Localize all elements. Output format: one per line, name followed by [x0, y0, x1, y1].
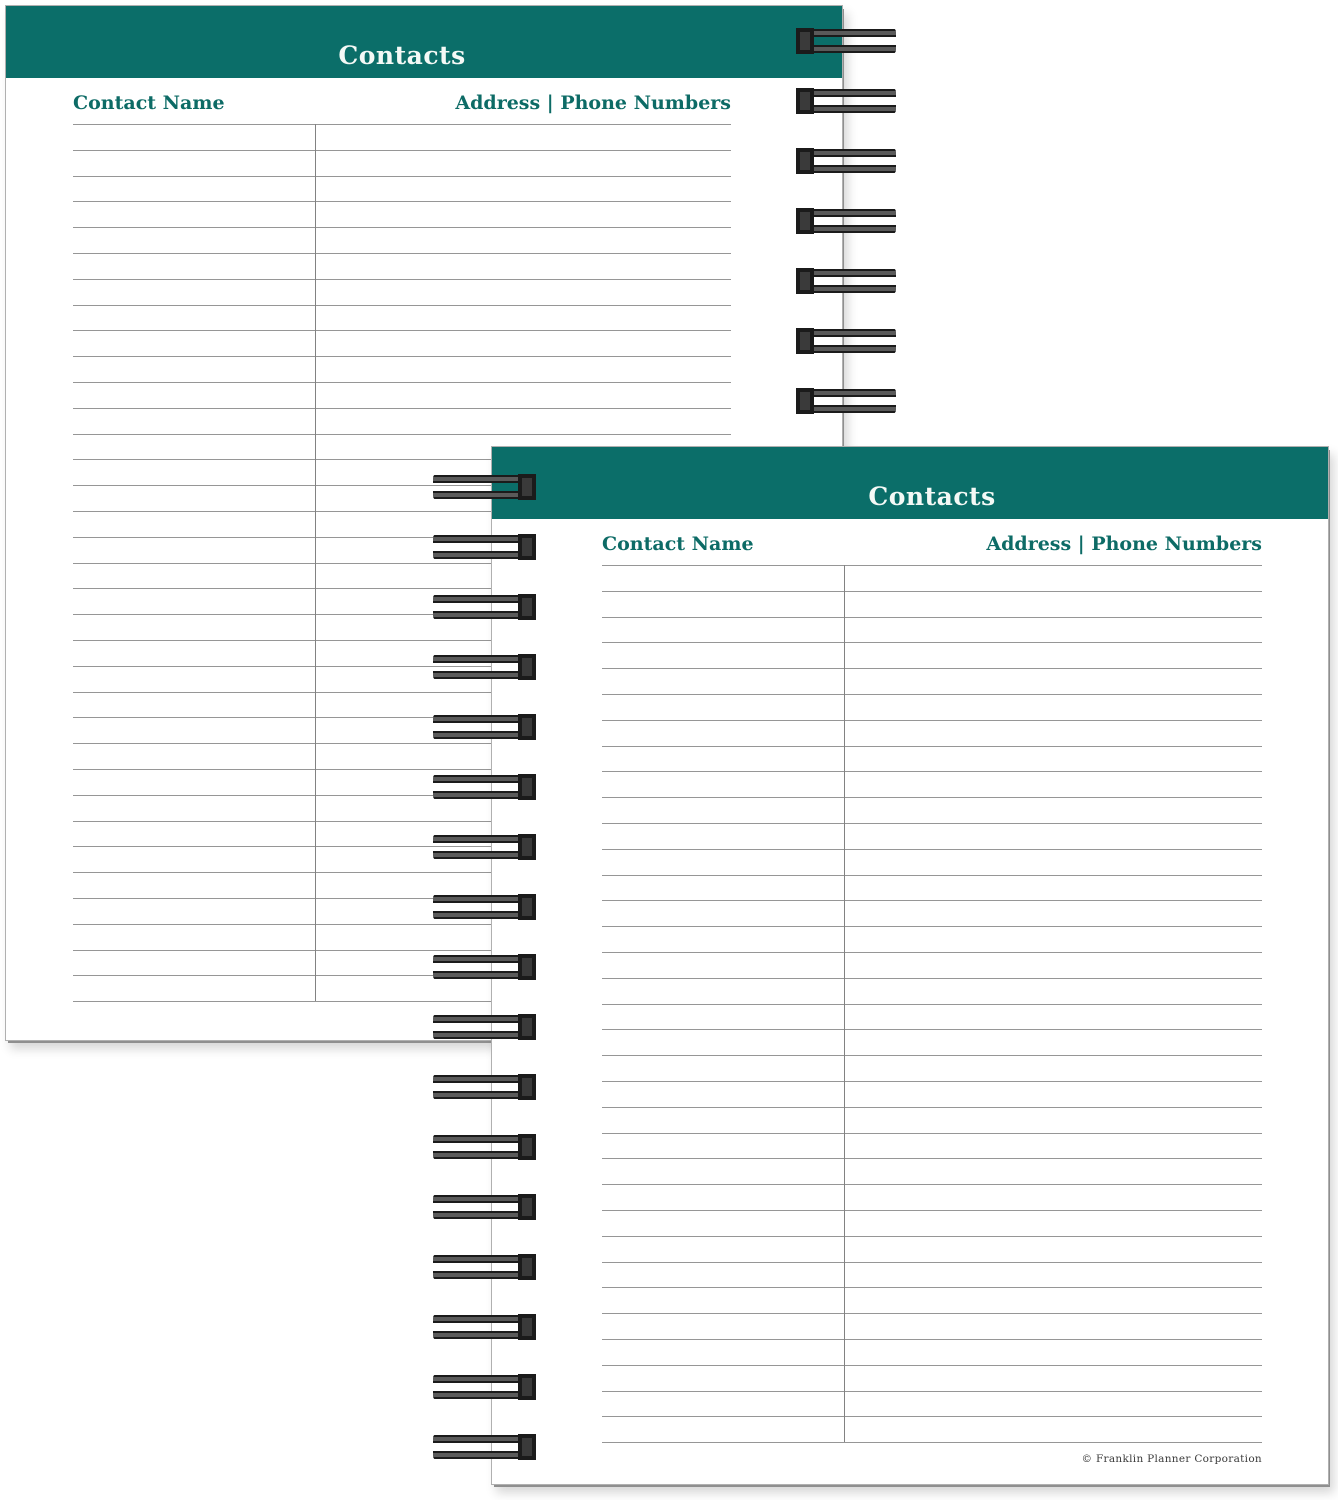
binding-coil: [433, 954, 536, 980]
front-page-column-divider: [844, 565, 845, 1442]
binding-coil: [433, 534, 536, 560]
binding-coil: [796, 268, 896, 294]
binding-coil: [433, 714, 536, 740]
binding-coil: [433, 594, 536, 620]
rule-line: [602, 1262, 1262, 1263]
binding-coil: [796, 88, 896, 114]
binding-coil: [433, 834, 536, 860]
rule-line: [73, 176, 731, 177]
rule-line: [73, 227, 731, 228]
rule-line: [602, 1442, 1262, 1443]
front-column-header-address-phone: Address | Phone Numbers: [986, 533, 1262, 555]
rule-line: [602, 926, 1262, 927]
rule-line: [602, 900, 1262, 901]
binding-coil: [796, 148, 896, 174]
rule-line: [602, 1365, 1262, 1366]
rule-line: [602, 1081, 1262, 1082]
rule-line: [73, 305, 731, 306]
rule-line: [73, 382, 731, 383]
binding-coil: [433, 1314, 536, 1340]
rule-line: [602, 875, 1262, 876]
rule-line: [602, 1029, 1262, 1030]
back-column-header-address-phone: Address | Phone Numbers: [455, 92, 731, 114]
rule-line: [602, 1107, 1262, 1108]
binding-coil: [796, 328, 896, 354]
rule-line: [602, 1158, 1262, 1159]
rule-line: [602, 797, 1262, 798]
rule-line: [602, 720, 1262, 721]
front-contacts-page: [491, 446, 1329, 1485]
front-page-content: [602, 447, 1262, 1484]
rule-line: [73, 124, 731, 125]
binding-coil: [433, 1014, 536, 1040]
front-column-header-contact-name: Contact Name: [602, 533, 754, 555]
rule-line: [602, 746, 1262, 747]
binding-coil: [796, 28, 896, 54]
binding-coil: [433, 1374, 536, 1400]
rule-line: [73, 150, 731, 151]
rule-line: [602, 771, 1262, 772]
binding-coil: [433, 654, 536, 680]
binding-coil: [433, 474, 536, 500]
binding-coil: [796, 208, 896, 234]
front-page-title: Contacts: [868, 482, 996, 511]
rule-line: [602, 1133, 1262, 1134]
back-page-column-divider: [315, 124, 316, 1001]
rule-line: [602, 1236, 1262, 1237]
rule-line: [602, 849, 1262, 850]
rule-line: [602, 978, 1262, 979]
rule-line: [73, 408, 731, 409]
rule-line: [73, 356, 731, 357]
rule-line: [602, 1339, 1262, 1340]
binding-coil: [433, 1194, 536, 1220]
binding-coil: [433, 1074, 536, 1100]
rule-line: [602, 694, 1262, 695]
front-page-column-headers: [602, 534, 1262, 556]
rule-line: [602, 591, 1262, 592]
rule-line: [602, 642, 1262, 643]
binding-coil: [433, 1434, 536, 1460]
rule-line: [73, 253, 731, 254]
back-page-spiral-binding: [796, 28, 896, 414]
rule-line: [73, 330, 731, 331]
rule-line: [602, 1287, 1262, 1288]
rule-line: [602, 1055, 1262, 1056]
back-column-header-contact-name: Contact Name: [73, 92, 225, 114]
rule-line: [602, 668, 1262, 669]
rule-line: [602, 1391, 1262, 1392]
binding-coil: [433, 894, 536, 920]
binding-coil: [433, 1134, 536, 1160]
back-page-title: Contacts: [338, 41, 466, 70]
back-page-column-headers: [73, 93, 731, 115]
binding-coil: [796, 388, 896, 414]
rule-line: [602, 1416, 1262, 1417]
rule-line: [73, 434, 731, 435]
binding-coil: [433, 774, 536, 800]
rule-line: [602, 1184, 1262, 1185]
rule-line: [602, 565, 1262, 566]
front-page-ruled-lines: [602, 565, 1262, 1443]
rule-line: [602, 1313, 1262, 1314]
rule-line: [602, 1210, 1262, 1211]
rule-line: [73, 201, 731, 202]
binding-coil: [433, 1254, 536, 1280]
rule-line: [602, 1004, 1262, 1005]
rule-line: [602, 952, 1262, 953]
rule-line: [73, 279, 731, 280]
rule-line: [602, 617, 1262, 618]
front-page-spiral-binding: [433, 474, 536, 1460]
rule-line: [602, 823, 1262, 824]
copyright-notice: © Franklin Planner Corporation: [1081, 1453, 1262, 1465]
